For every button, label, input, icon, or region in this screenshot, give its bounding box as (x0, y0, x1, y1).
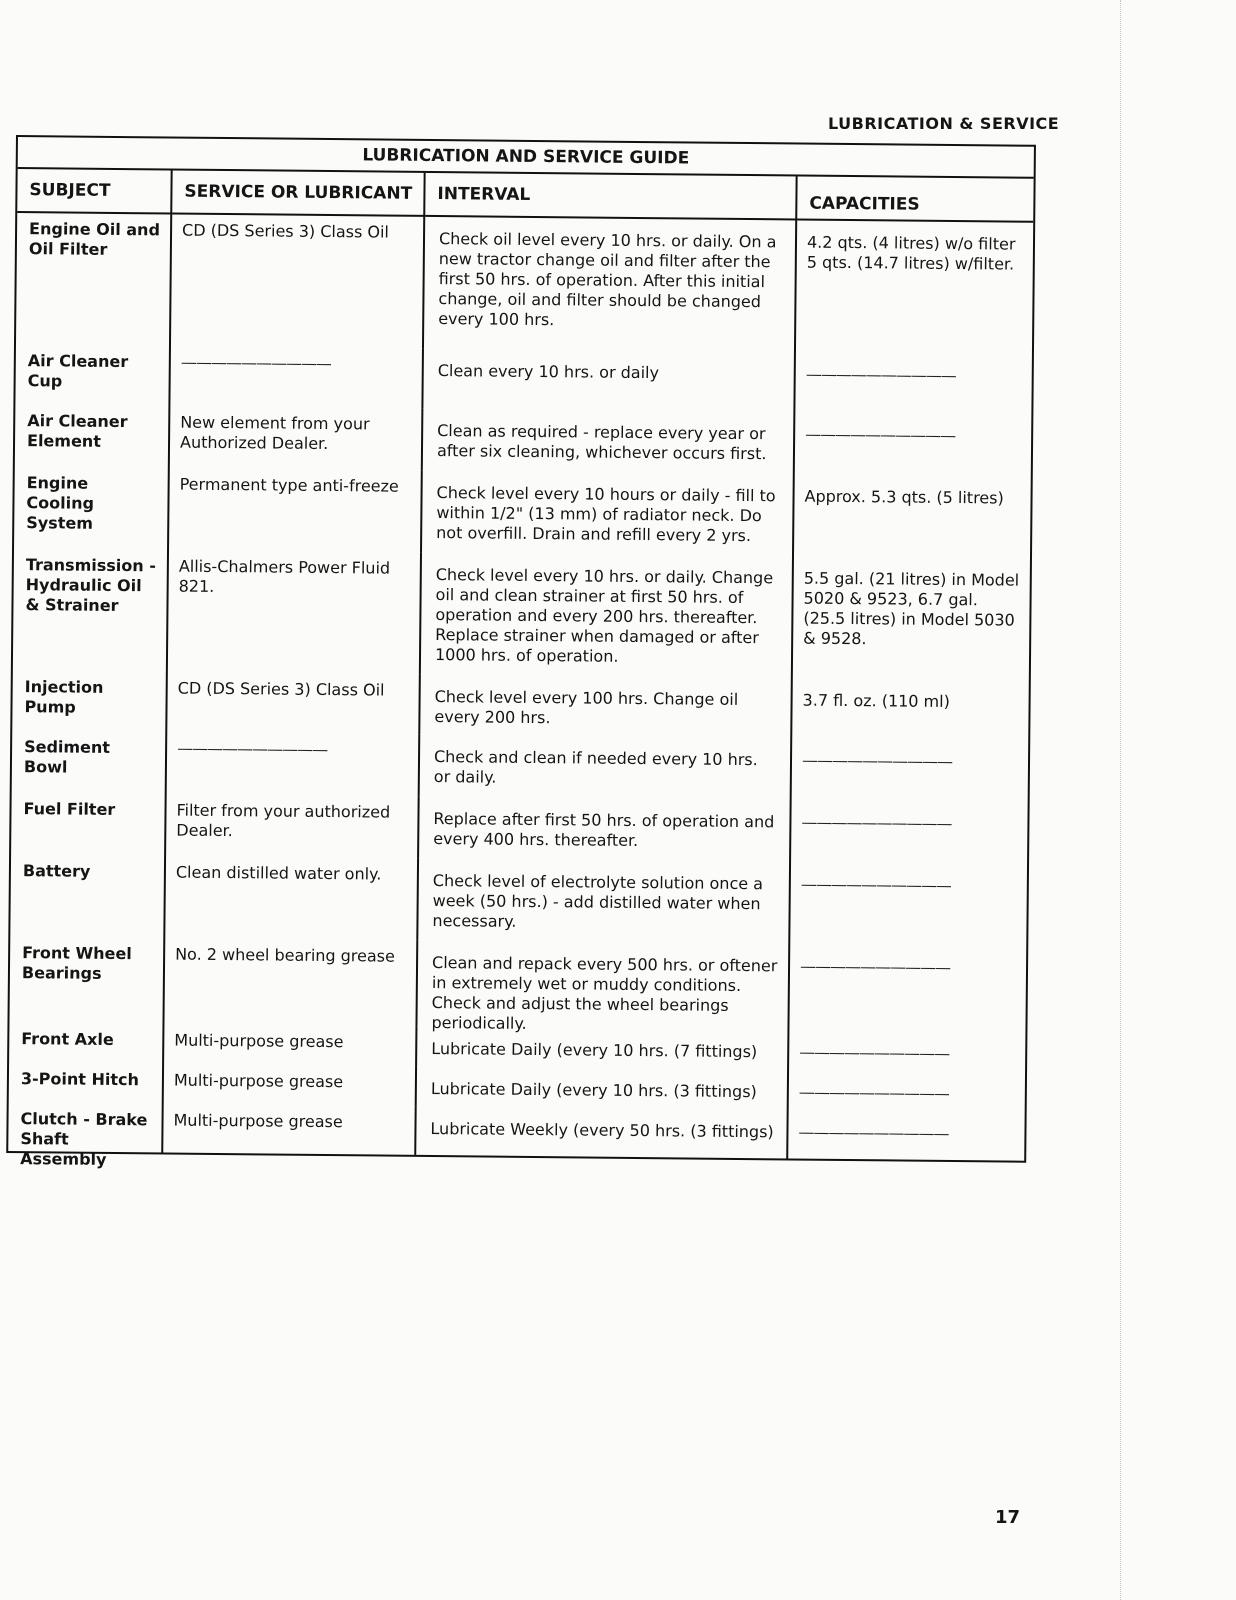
table-cell-subject: Front Wheel Bearings (9, 937, 165, 1024)
table-cell-service: Filter from your authorized Dealer. (166, 794, 420, 858)
table-cell-subject: Air Cleaner Element (15, 405, 171, 468)
table-title: LUBRICATION AND SERVICE GUIDE (18, 137, 1034, 179)
table-cell-subject: Air Cleaner Cup (15, 345, 171, 406)
table-cell-capacity: —————————— (799, 1042, 950, 1064)
table-cell-capacity: —————————— (798, 1082, 949, 1103)
section-header: LUBRICATION & SERVICE (828, 114, 1060, 133)
table-cell-service: Multi-purpose grease (163, 1104, 416, 1154)
table-cell-interval: Replace after first 50 hrs. of operation and every 400 hrs. thereafter. (419, 797, 792, 863)
table-cell-capacity: —————————— (800, 874, 951, 896)
table-cell-subject: Battery (10, 855, 166, 938)
table-cell-capacity: 5.5 gal. (21 litres) in Model 5020 & 9523, 6.7 gal. (25.5 litres) in Model 5030 & 9528. (803, 568, 1020, 649)
lubrication-service-table (6, 135, 1036, 1169)
table-cell-service: CD (DS Series 3) Class Oil (171, 215, 425, 349)
table-cell-interval: Lubricate Weekly (every 50 hrs. (3 fittings) (416, 1107, 788, 1159)
page-edge (1120, 0, 1124, 1600)
table-cell-service: Permanent type anti-freeze (169, 468, 423, 552)
table-cell-service: CD (DS Series 3) Class Oil (167, 672, 421, 734)
table-cell-subject: Sediment Bowl (12, 731, 168, 794)
page-number: 17 (995, 1507, 1021, 1528)
table-cell-subject: Engine Cooling System (14, 467, 170, 550)
table-cell-interval: Check level of electrolyte solution once a week (50 hrs.) - add distilled water when necessary. (418, 859, 791, 945)
table-cell-interval: Check oil level every 10 hrs. or daily. On a new tractor change oil and filter after the first 50 hrs. of operation. After this initial change, oil and filter should be changed every 100 hrs. (424, 217, 797, 353)
column-header-subject: SUBJECT (17, 169, 172, 214)
table-cell-service: Clean distilled water only. (165, 856, 419, 940)
table-cell-service: Multi-purpose grease (164, 1024, 417, 1066)
table-cell-capacity: —————————— (799, 956, 951, 978)
table-cell-capacity: —————————— (801, 812, 952, 834)
table-grid (8, 169, 1033, 1169)
column-header-capacities: CAPACITIES (797, 177, 1033, 223)
table-cell-interval: Check level every 100 hrs. Change oil every 200 hrs. (420, 675, 793, 739)
table-cell-interval: Check and clean if needed every 10 hrs. or daily. (420, 735, 793, 801)
column-header-service: SERVICE OR LUBRICANT (172, 171, 425, 217)
table-cell-service: No. 2 wheel bearing grease (164, 938, 418, 1026)
table-cell-subject: 3-Point Hitch (9, 1063, 164, 1104)
table-cell-service: Allis-Chalmers Power Fluid 821. (168, 550, 422, 674)
table-cell-capacity: —————————— (805, 364, 956, 386)
table-cell-subject: Transmission - Hydraulic Oil & Strainer (13, 549, 169, 672)
table-cell-capacity: —————————— (805, 424, 956, 446)
table-cell-subject: Front Axle (9, 1023, 164, 1064)
table-cell-subject: Engine Oil and Oil Filter (16, 213, 172, 346)
column-header-interval: INTERVAL (425, 173, 797, 221)
table-cell-interval: Clean as required - replace every year or after six cleaning, whichever occurs first. (423, 409, 796, 475)
table-cell-subject: Fuel Filter (11, 793, 167, 856)
table-cell-interval: Check level every 10 hrs. or daily. Change oil and clean strainer at first 50 hrs. of operation and every 200 hrs. thereafter. Replace strainer when damaged or after 1000 hrs. of operation. (421, 553, 794, 679)
table-cell-service: —————————— (167, 732, 421, 796)
table-cell-interval: Clean every 10 hrs. or daily (423, 349, 796, 413)
table-cell-capacity: —————————— (798, 1122, 949, 1143)
table-cell-interval: Check level every 10 hours or daily - fill to within 1/2" (13 mm) of radiator neck. Do not overfill. Drain and refill every 2 yrs. (422, 471, 795, 557)
table-cell-service: New element from your Authorized Dealer. (170, 406, 424, 470)
table-cell-capacity: 3.7 fl. oz. (110 ml) (802, 690, 950, 711)
table-cell-capacity: —————————— (801, 750, 953, 772)
table-cell-interval: Lubricate Daily (every 10 hrs. (3 fittings) (417, 1067, 789, 1111)
table-cell-subject: Clutch - Brake Shaft Assembly (8, 1103, 163, 1152)
table-cell-subject: Injection Pump (12, 671, 168, 732)
table-cell-service: —————————— (170, 346, 424, 408)
table-cell-capacity: 4.2 qts. (4 litres) w/o filter 5 qts. (14.7 litres) w/filter. (806, 232, 1016, 274)
table-cell-service: Multi-purpose grease (164, 1064, 417, 1106)
table-cell-interval: Lubricate Daily (every 10 hrs. (7 fittings) (417, 1027, 789, 1071)
table-cell-capacity: Approx. 5.3 qts. (5 litres) (804, 486, 1004, 508)
table-cell-interval: Clean and repack every 500 hrs. or oftener in extremely wet or muddy conditions. Check and adjust the wheel bearings periodically. (417, 941, 790, 1031)
